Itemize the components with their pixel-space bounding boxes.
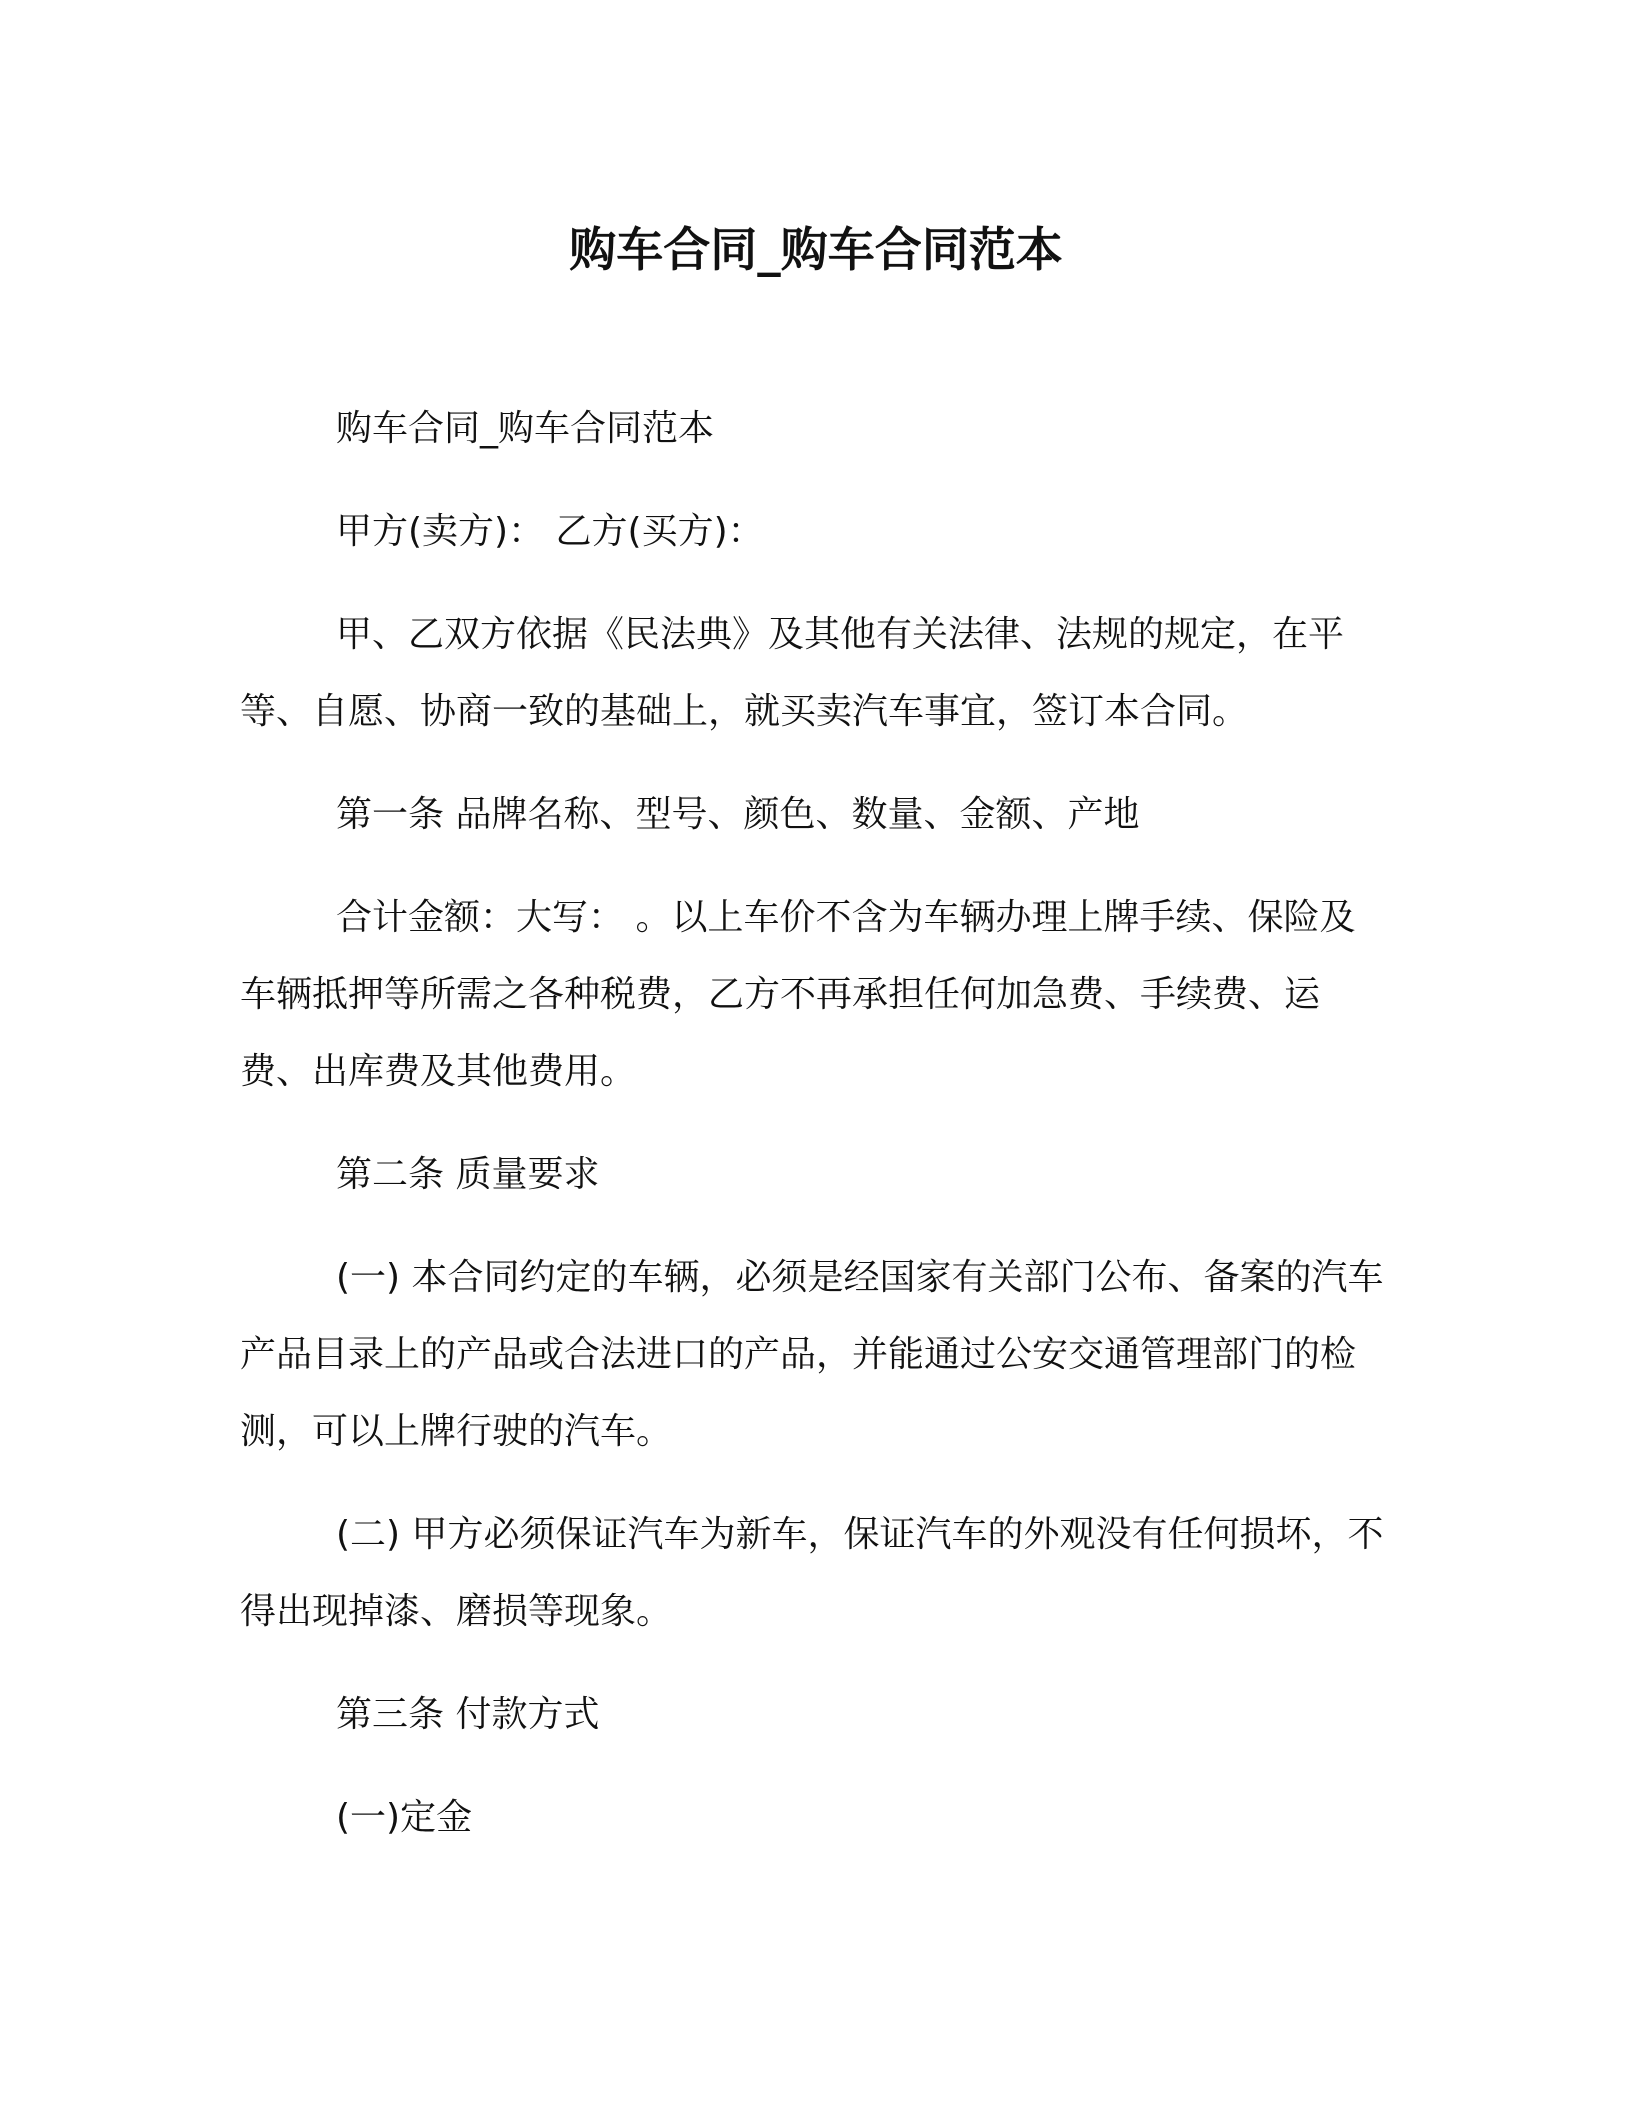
paragraph-parties: 甲方(卖方)： 乙方(买方)： bbox=[336, 511, 764, 552]
paragraph-article-1-heading: 第一条 品牌名称、型号、颜色、数量、金额、产地 bbox=[336, 794, 1140, 835]
paragraph-preamble: 甲、乙双方依据《民法典》及其他有关法律、法规的规定，在平等、自愿、协商一致的基础上，就买卖汽车事宜，签订本合同。 bbox=[240, 614, 1345, 732]
paragraph-article-2-heading: 第二条 质量要求 bbox=[336, 1154, 600, 1195]
document-title: 购车合同_购车合同范本 bbox=[569, 223, 1063, 278]
paragraph-quality-2: (二) 甲方必须保证汽车为新车，保证汽车的外观没有任何损坏，不得出现掉漆、磨损等现象。 bbox=[240, 1514, 1384, 1632]
paragraph-quality-1: (一) 本合同约定的车辆，必须是经国家有关部门公布、备案的汽车产品目录上的产品或合法进口的产品，并能通过公安交通管理部门的检测，可以上牌行驶的汽车。 bbox=[240, 1257, 1384, 1452]
paragraph-subtitle: 购车合同_购车合同范本 bbox=[336, 408, 715, 449]
paragraph-total-amount: 合计金额：大写： 。以上车价不含为车辆办理上牌手续、保险及车辆抵押等所需之各种税费，乙方不再承担任何加急费、手续费、运费、出库费及其他费用。 bbox=[240, 897, 1356, 1092]
document-body bbox=[240, 390, 1390, 1882]
paragraph-article-3-heading: 第三条 付款方式 bbox=[336, 1694, 600, 1735]
paragraph-deposit: (一)定金 bbox=[336, 1797, 473, 1838]
